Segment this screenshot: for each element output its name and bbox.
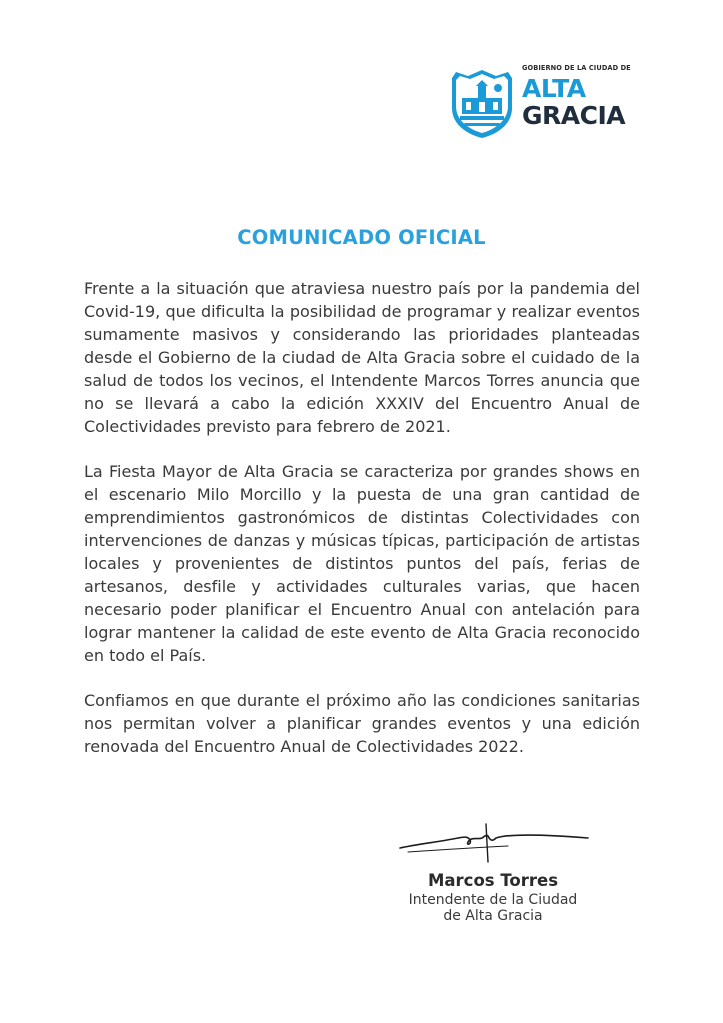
paragraph-1: Frente a la situación que atraviesa nuestro país por la pandemia del Covid-19, que dificulta la posibilidad de programar y realizar eventos sumamente masivos y considerando las prioridades planteadas desde el Gobierno de la ciudad de Alta Gracia sobre el cuidado de la salud de todos los vecinos, el Intendente Marcos Torres anuncia que no se llevará a cabo la edición XXXIV del Encuentro Anual de Colectividades previsto para febrero de 2021. — [84, 279, 640, 436]
signer-role-line-1: Intendente de la Ciudad — [408, 892, 578, 908]
signer-name: Marcos Torres — [427, 871, 559, 890]
handwritten-signature — [398, 822, 590, 866]
paragraph-3: Confiamos en que durante el próximo año las condiciones sanitarias nos permitan volver a planificar grandes eventos y una edición renovada del Encuentro Anual de Colectividades 2022. — [84, 691, 640, 756]
logo-line-2: GRACIA — [522, 101, 626, 130]
signature-block — [380, 870, 606, 924]
paragraph-2: La Fiesta Mayor de Alta Gracia se caracteriza por grandes shows en el escenario Milo Morcillo y la puesta de una gran cantidad de emprendimientos gastronómicos de distintas Colectividades con intervenciones de danzas y músicas típicas, participación de artistas locales y provenientes de distintos puntos del país, ferias de artesanos, desfile y actividades culturales varias, que hacen necesario poder planificar el Encuentro Anual con antelación para lograr mantener la calidad de este evento de Alta Gracia reconocido en todo el País. — [84, 462, 640, 665]
city-shield-icon — [448, 68, 516, 140]
logo-top-line: GOBIERNO DE LA CIUDAD DE — [522, 64, 631, 72]
logo-text — [522, 64, 631, 129]
city-logo — [448, 64, 658, 144]
page-title: COMUNICADO OFICIAL — [237, 226, 486, 249]
document-body — [84, 277, 640, 780]
signer-role-line-2: de Alta Gracia — [443, 908, 543, 924]
logo-line-1: ALTA — [522, 74, 586, 103]
